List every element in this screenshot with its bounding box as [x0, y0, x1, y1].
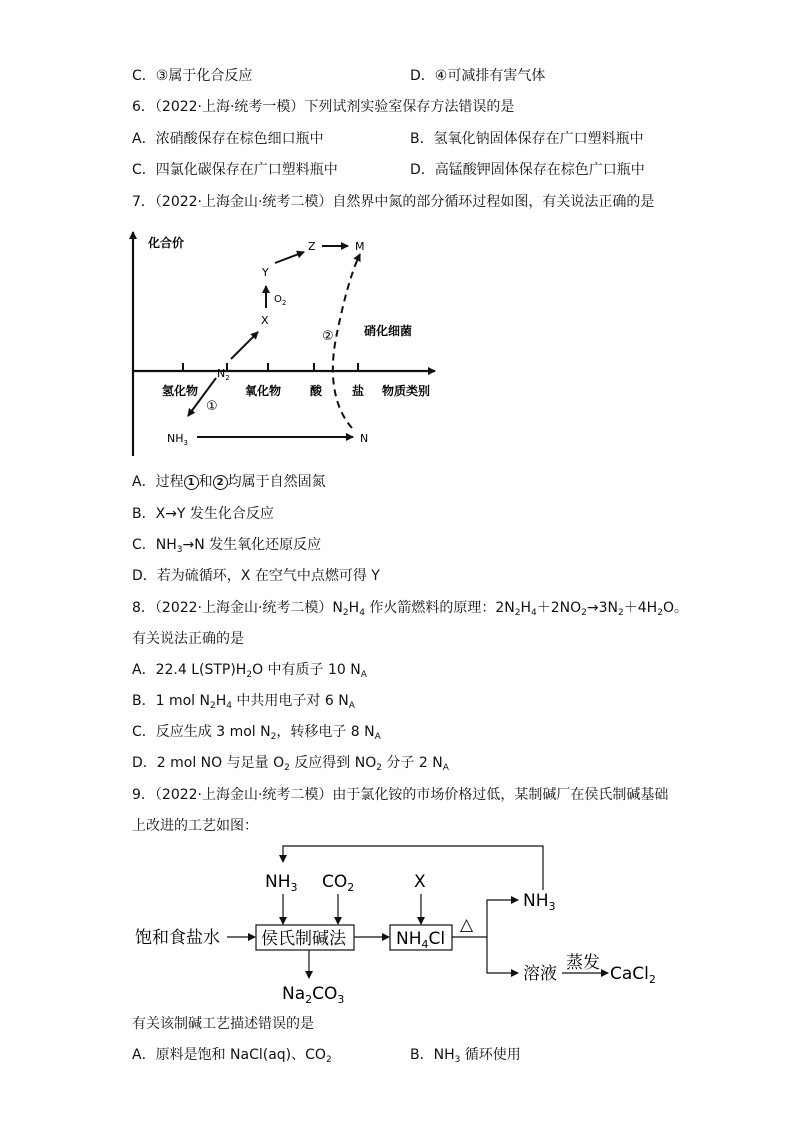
- label-n: N: [360, 432, 369, 445]
- branch-nh3: [487, 900, 518, 937]
- mark-1: ①: [206, 399, 218, 414]
- label-hou-process: 侯氏制碱法: [261, 929, 346, 949]
- arrow-y-z: [275, 252, 304, 263]
- q8-stem: 8．（2022·上海金山·统考二模）$N_2H_4$ 作火箭燃料的原理：$2N_2H_4+2NO_2\to 3N_2+4H_2O$。: [132, 600, 688, 618]
- q9-stem-line3: 有关该制碱工艺描述错误的是: [132, 1016, 314, 1032]
- q8-option-a: A．22.4 $L(STP)H_2O$ 中有质子 10 $N_A$: [132, 662, 367, 680]
- label-o2: $O_2$: [274, 294, 287, 307]
- nitrogen-cycle-diagram: [110, 220, 450, 460]
- q7-option-c: C．$NH_3\to N$ 发生氧化还原反应: [132, 537, 322, 555]
- label-evaporation: 蒸发: [566, 953, 600, 973]
- q9-option-b: B．$NH_3$ 循环使用: [410, 1047, 521, 1065]
- q6-option-d: D．高锰酸钾固体保存在棕色广口瓶中: [410, 162, 645, 178]
- q9-stem: 9．（2022·上海金山·统考二模）由于氯化铵的市场价格过低，某制碱厂在侯氏制碱基础: [132, 787, 669, 803]
- x-axis-label: 物质类别: [382, 384, 431, 398]
- arrow-n2-x: [231, 332, 258, 359]
- category-acid: 酸: [310, 384, 323, 398]
- category-hydride: 氢化物: [162, 384, 199, 398]
- label-nitrifying-bacteria: 硝化细菌: [364, 324, 413, 338]
- q8-option-d: D．2 mol NO 与足量 $O_2$ 反应得到 $NO_2$ 分子 2 $N_A$: [132, 755, 449, 773]
- q7-stem: 7．（2022·上海金山·统考二模）自然界中氮的部分循环过程如图，有关说法正确的是: [132, 194, 655, 210]
- q9-option-a: A．原料是饱和 NaCl(aq)、$CO_2$: [132, 1047, 332, 1065]
- output-nh3: $NH_3$: [523, 891, 556, 913]
- q6-option-b: B．氢氧化钠固体保存在广口塑料瓶中: [410, 131, 644, 147]
- soda-process-flow-diagram: [130, 838, 670, 1010]
- q8-option-c: C．反应生成 3 mol $N_2$，转移电子 8 $N_A$: [132, 724, 381, 742]
- label-brine: 饱和食盐水: [135, 928, 220, 948]
- q7-option-a: A．过程 1 和 2 均属于自然固氮: [132, 474, 326, 490]
- label-y: Y: [262, 266, 269, 279]
- q7-option-b: B．X→Y 发生化合反应: [132, 506, 274, 522]
- q6-option-c: C．四氯化碳保存在广口塑料瓶中: [132, 162, 338, 178]
- q6-stem: 6．（2022·上海·统考一模）下列试剂实验室保存方法错误的是: [132, 99, 515, 115]
- q9-stem-line2: 上改进的工艺如图：: [132, 818, 258, 834]
- input-x: X: [414, 872, 426, 892]
- label-nh4cl: $NH_4Cl$: [396, 929, 446, 951]
- q8-stem-line2: 有关说法正确的是: [132, 631, 244, 647]
- heat-symbol: △: [460, 915, 474, 935]
- q8-option-b: B．1 mol $N_2H_4$ 中共用电子对 6 $N_A$: [132, 693, 355, 711]
- q5-option-d: D．④可减排有害气体: [410, 68, 546, 84]
- label-m: M: [355, 240, 365, 253]
- label-x: X: [261, 314, 269, 327]
- dashed-curve-nitrification: [333, 254, 360, 428]
- output-cacl2: CaCl$_2$: [610, 964, 656, 986]
- y-axis-label: 化合价: [148, 236, 185, 250]
- label-nh3: $NH_3$: [167, 432, 188, 447]
- input-co2: $CO_2$: [322, 872, 355, 894]
- label-n2: $N_2$: [217, 367, 230, 382]
- label-solution: 溶液: [523, 964, 557, 984]
- branch-solution: [487, 937, 518, 973]
- q5-option-c: C．③属于化合反应: [132, 68, 253, 84]
- category-oxide: 氧化物: [245, 384, 282, 398]
- mark-2: ②: [322, 329, 334, 344]
- q6-option-a: A．浓硝酸保存在棕色细口瓶中: [132, 131, 324, 147]
- q7-option-d: D．若为硫循环，X 在空气中点燃可得 Y: [132, 568, 380, 584]
- output-na2co3: $Na_2CO_3$: [282, 984, 345, 1006]
- input-nh3: $NH_3$: [265, 872, 298, 894]
- label-z: Z: [308, 240, 316, 253]
- category-salt: 盐: [352, 384, 365, 398]
